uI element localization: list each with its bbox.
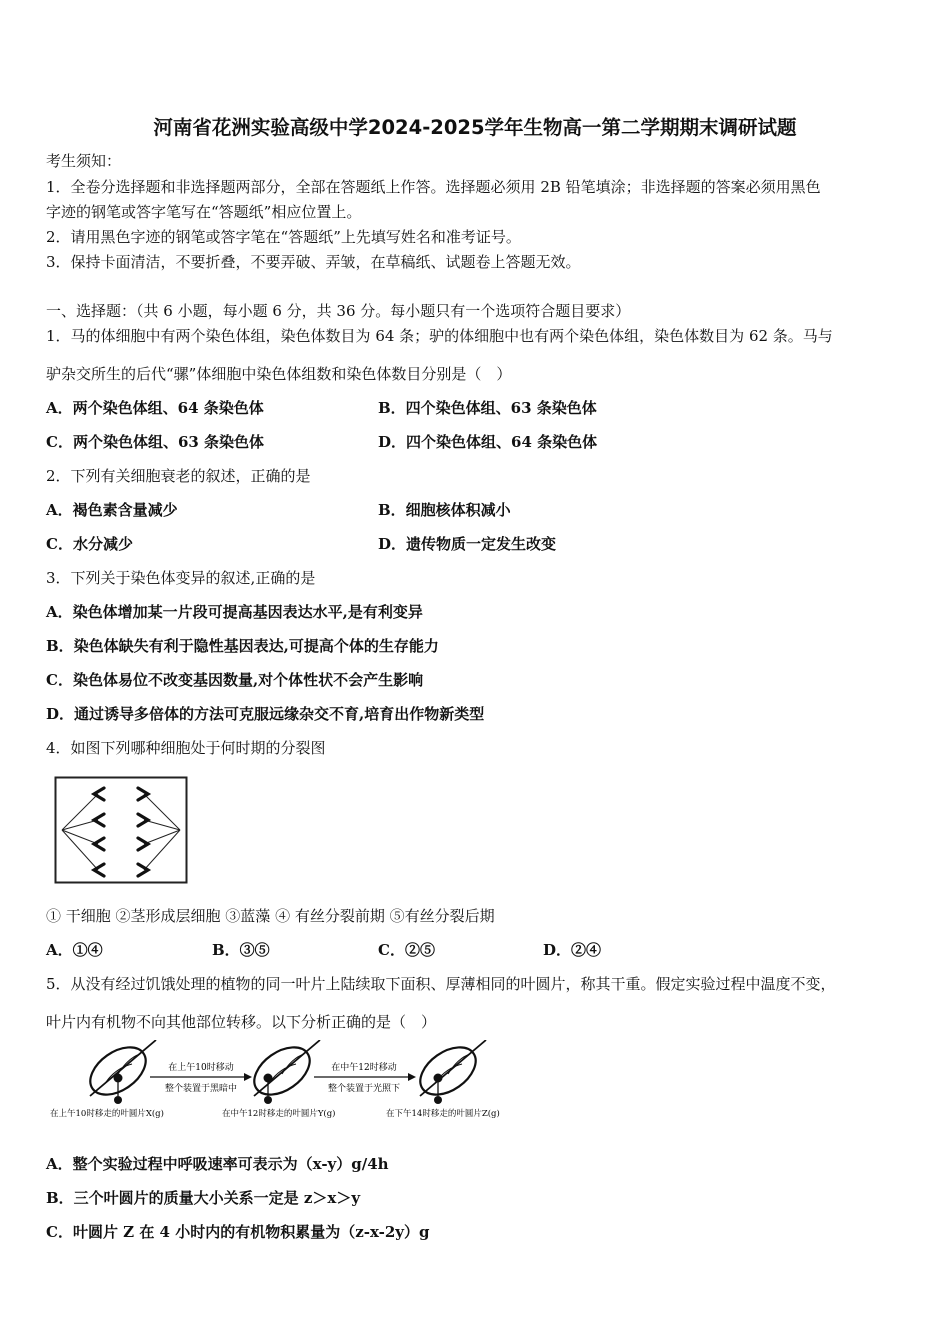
q1-option-b: B．四个染色体组、63 条染色体 (378, 399, 597, 417)
cell-outline (56, 778, 187, 883)
section-heading: 一、选择题：（共 6 小题，每小题 6 分，共 36 分。每小题只有一个选项符合题目要求） (46, 302, 631, 320)
notice-item-2: 2．请用黑色字迹的钢笔或答字笔在“答题纸”上先填写姓名和准考证号。 (46, 228, 521, 246)
q2-stem: 2．下列有关细胞衰老的叙述，正确的是 (46, 467, 311, 485)
leaf-label-z: 在下午14时移走的叶圆片Z(g) (386, 1109, 500, 1119)
q3-option-a: A．染色体增加某一片段可提高基因表达水平,是有利变异 (46, 603, 423, 621)
cell-division-figure (54, 776, 188, 884)
notice-item-3: 3．保持卡面清洁，不要折叠，不要弄破、弄皱，在草稿纸、试题卷上答题无效。 (46, 253, 581, 271)
notice-heading: 考生须知： (46, 152, 122, 170)
q5-stem-cont: 叶片内有机物不向其他部位转移。以下分析正确的是（ ） (46, 1013, 437, 1031)
q1-stem-cont: 驴杂交所生的后代“骡”体细胞中染色体组数和染色体数目分别是（ ） (46, 365, 512, 383)
q5-option-b: B．三个叶圆片的质量大小关系一定是 z＞x＞y (46, 1189, 361, 1207)
leaf-disc-2 (264, 1074, 273, 1083)
arrow2-top-label: 在中午12时移动 (331, 1063, 397, 1073)
q5-stem: 5．从没有经过饥饿处理的植物的同一叶片上陆续取下面积、厚薄相同的叶圆片，称其干重。假定实验过程中温度不变， (46, 975, 836, 993)
arrow1-top-label: 在上午10时移动 (168, 1063, 234, 1073)
q5-option-a: A．整个实验过程中呼吸速率可表示为（x-y）g/4h (46, 1155, 389, 1173)
leaf-experiment-figure (46, 1040, 526, 1122)
q2-option-a: A．褐色素含量减少 (46, 501, 178, 519)
notice-item-1: 1．全卷分选择题和非选择题两部分，全部在答题纸上作答。选择题必须用 2B 铅笔填涂；非选择题的答案必须用黑色 (46, 178, 821, 196)
notice-item-1-cont: 字迹的钢笔或答字笔写在“答题纸”相应位置上。 (46, 203, 362, 221)
q1-option-d: D．四个染色体组、64 条染色体 (378, 433, 598, 451)
q4-option-d: D．②④ (543, 941, 602, 959)
q1-option-a: A．两个染色体组、64 条染色体 (46, 399, 264, 417)
q3-stem: 3．下列关于染色体变异的叙述,正确的是 (46, 569, 316, 587)
page-title: 河南省花洲实验高级中学2024-2025学年生物高一第二学期期末调研试题 (153, 116, 797, 139)
leaf-3 (412, 1040, 486, 1104)
q2-option-c: C．水分减少 (46, 535, 133, 553)
q4-option-a: A．①④ (46, 941, 103, 959)
q1-option-c: C．两个染色体组、63 条染色体 (46, 433, 265, 451)
q1-stem: 1．马的体细胞中有两个染色体组，染色体数目为 64 条；驴的体细胞中也有两个染色体组，染色体数目为 62 条。马与 (46, 327, 833, 345)
leaf-label-x: 在上午10时移走的叶圆片X(g) (50, 1109, 164, 1119)
q4-option-b: B．③⑤ (212, 941, 270, 959)
q4-stem: 4．如图下列哪种细胞处于何时期的分裂图 (46, 739, 326, 757)
leaf-disc-1 (114, 1074, 123, 1083)
q5-option-c: C．叶圆片 Z 在 4 小时内的有机物积累量为（z-x-2y）g (46, 1223, 430, 1241)
q3-option-b: B．染色体缺失有利于隐性基因表达,可提高个体的生存能力 (46, 637, 439, 655)
q2-option-b: B．细胞核体积减小 (378, 501, 511, 519)
q4-option-c: C．②⑤ (378, 941, 435, 959)
q3-option-d: D．通过诱导多倍体的方法可克服远缘杂交不育,培育出作物新类型 (46, 705, 485, 723)
arrow2-bottom-label: 整个装置于光照下 (327, 1084, 401, 1094)
leaf-label-y: 在中午12时移走的叶圆片Y(g) (222, 1109, 336, 1119)
leaf-1 (82, 1040, 156, 1104)
leaf-disc-3 (434, 1074, 443, 1083)
q4-choices: ① 干细胞 ②茎形成层细胞 ③蓝藻 ④ 有丝分裂前期 ⑤有丝分裂后期 (46, 907, 495, 925)
q3-option-c: C．染色体易位不改变基因数量,对个体性状不会产生影响 (46, 671, 424, 689)
q2-option-d: D．遗传物质一定发生改变 (378, 535, 557, 553)
arrow1-bottom-label: 整个装置于黑暗中 (164, 1084, 238, 1094)
leaf-2 (246, 1040, 320, 1104)
